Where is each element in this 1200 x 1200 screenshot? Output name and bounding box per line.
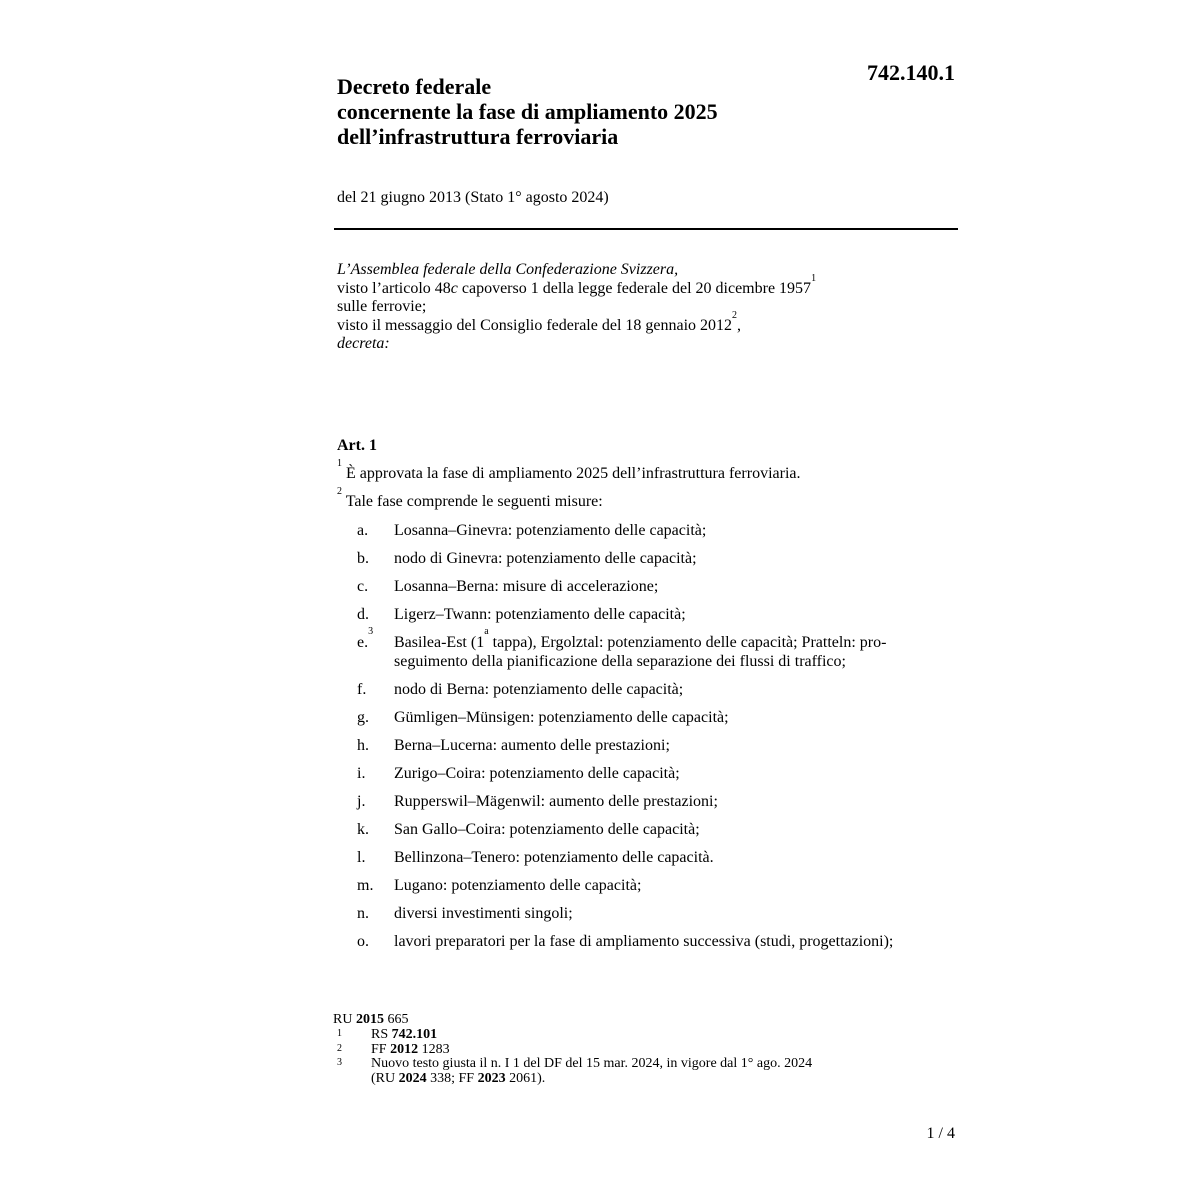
list-letter: d.	[357, 606, 369, 623]
footnote-part: 2061).	[505, 1070, 546, 1086]
list-item	[337, 680, 962, 699]
list-letter-text: e.	[357, 634, 369, 651]
list-text: nodo di Berna: potenziamento delle capacità;	[394, 681, 684, 698]
list-letter: b.	[357, 550, 369, 567]
paragraph-text: Tale fase comprende le seguenti misure:	[342, 493, 603, 510]
list-letter: k.	[357, 821, 369, 838]
list-text-part: tappa), Ergolztal: potenziamento delle capacità; Pratteln: pro-	[488, 634, 887, 651]
list-item	[337, 626, 962, 671]
official-compilation-ref	[333, 1011, 933, 1028]
list-letter: m.	[357, 877, 374, 894]
list-item	[337, 549, 962, 568]
list-item	[337, 577, 962, 596]
footnote-text	[371, 1043, 933, 1058]
list-letter	[357, 626, 393, 652]
preamble-decree: decreta:	[337, 335, 390, 353]
preamble-legal-basis-cont: sulle ferrovie;	[337, 298, 427, 316]
ru-year: 2015	[355, 1012, 384, 1027]
list-letter: o.	[357, 933, 369, 950]
list-text: Rupperswil–Mägenwil: aumento delle prestazioni;	[394, 793, 718, 810]
footnote-ref-3[interactable]: 3	[368, 626, 374, 637]
preamble-legal-basis	[337, 272, 957, 299]
decree-date: del 21 giugno 2013 (Stato 1° agosto 2024)	[337, 189, 609, 206]
footnote-link[interactable]: 2012	[390, 1041, 419, 1057]
list-item	[337, 764, 962, 783]
ru-page: 665	[383, 1012, 409, 1027]
list-item	[337, 736, 962, 755]
paragraph-number: 2	[337, 486, 342, 497]
paragraph-text: È approvata la fase di ampliamento 2025 dell’infrastruttura ferroviaria.	[342, 465, 801, 482]
article-paragraph-2	[337, 486, 957, 511]
list-letter: n.	[357, 905, 369, 922]
list-text: Zurigo–Coira: potenziamento delle capacità;	[394, 765, 680, 782]
footnote-text	[371, 1028, 933, 1043]
header-divider	[334, 228, 958, 230]
ordinal-superscript: a	[484, 626, 489, 637]
footnote-part: (RU	[371, 1070, 399, 1086]
list-letter: f.	[357, 681, 367, 698]
preamble-authority: L’Assemblea federale della Confederazione Svizzera,	[337, 261, 679, 278]
list-text: Losanna–Berna: misure di accelerazione;	[394, 578, 659, 595]
footnote-rest: 1283	[418, 1041, 450, 1057]
list-letter: c.	[357, 578, 369, 595]
list-letter: j.	[357, 793, 366, 810]
list-item	[337, 820, 962, 839]
footnote-prefix: FF	[371, 1041, 391, 1057]
legal-basis-text: visto l’articolo 48	[337, 279, 451, 297]
message-text: visto il messaggio del Consiglio federale del 18 gennaio 2012	[337, 316, 733, 334]
ru-prefix: RU	[333, 1012, 356, 1027]
list-letter: a.	[357, 522, 369, 539]
footnote-link[interactable]: 742.101	[391, 1027, 438, 1042]
footnote-prefix: RS	[371, 1027, 392, 1042]
list-text: Berna–Lucerna: aumento delle prestazioni;	[394, 737, 670, 754]
preamble-message	[337, 309, 957, 336]
page-number: 1 / 4	[926, 1125, 955, 1142]
list-letter: g.	[357, 709, 369, 726]
list-item	[337, 904, 962, 923]
list-item	[337, 932, 962, 951]
title-line-3: dell’infrastruttura ferroviaria	[337, 124, 619, 149]
footnote-link[interactable]: 2023	[477, 1070, 506, 1086]
footnote-part: 338; FF	[426, 1070, 478, 1086]
list-text: lavori preparatori per la fase di ampliamento successiva (studi, progettazioni);	[394, 933, 894, 950]
footnote-link[interactable]: 2024	[398, 1070, 427, 1086]
list-text: diversi investimenti singoli;	[394, 905, 573, 922]
message-tail: ,	[737, 316, 742, 334]
title-line-1: Decreto federale	[337, 74, 492, 99]
sr-number: 742.140.1	[867, 60, 955, 85]
legal-basis-text-cont: capoverso 1 della legge federale del 20 dicembre 1957	[457, 279, 812, 297]
list-item	[337, 521, 962, 540]
list-text	[394, 626, 962, 671]
footnote-3	[333, 1057, 933, 1086]
footnote-number: 2	[337, 1042, 342, 1054]
list-letter: i.	[357, 765, 366, 782]
list-text-part: Basilea-Est (1	[394, 634, 485, 651]
paragraph-number: 1	[337, 458, 342, 469]
list-text: nodo di Ginevra: potenziamento delle capacità;	[394, 550, 697, 567]
footnote-ref-1[interactable]: 1	[811, 272, 817, 284]
article-heading: Art. 1	[337, 437, 377, 454]
measures-list	[337, 521, 962, 960]
footnote-number: 3	[337, 1057, 342, 1068]
list-item	[337, 848, 962, 867]
footnote-2	[333, 1043, 933, 1058]
list-item	[337, 876, 962, 895]
list-item	[337, 792, 962, 811]
list-letter: l.	[357, 849, 366, 866]
list-text: San Gallo–Coira: potenziamento delle capacità;	[394, 821, 700, 838]
decree-title	[337, 74, 817, 149]
list-text: Losanna–Ginevra: potenziamento delle capacità;	[394, 522, 707, 539]
list-text-part: seguimento della pianificazione della separazione dei flussi di traffico;	[394, 653, 846, 670]
legal-basis-article-letter: c	[450, 279, 458, 297]
list-item	[337, 708, 962, 727]
preamble	[337, 261, 957, 354]
list-letter: h.	[357, 737, 369, 754]
list-item	[337, 605, 962, 624]
article-paragraph-1	[337, 458, 957, 483]
footnote-ref-2[interactable]: 2	[732, 309, 738, 321]
list-text: Gümligen–Münsigen: potenziamento delle capacità;	[394, 709, 729, 726]
footnote-1	[333, 1028, 933, 1043]
list-text: Bellinzona–Tenero: potenziamento delle capacità.	[394, 849, 714, 866]
footnote-text	[371, 1057, 933, 1086]
list-text: Ligerz–Twann: potenziamento delle capacità;	[394, 606, 686, 623]
footnote-line: Nuovo testo giusta il n. I 1 del DF del 15 mar. 2024, in vigore dal 1° ago. 2024	[371, 1056, 813, 1071]
footnotes	[333, 1011, 933, 1086]
title-line-2: concernente la fase di ampliamento 2025	[337, 99, 718, 124]
footnote-number: 1	[337, 1028, 342, 1039]
list-text: Lugano: potenziamento delle capacità;	[394, 877, 642, 894]
